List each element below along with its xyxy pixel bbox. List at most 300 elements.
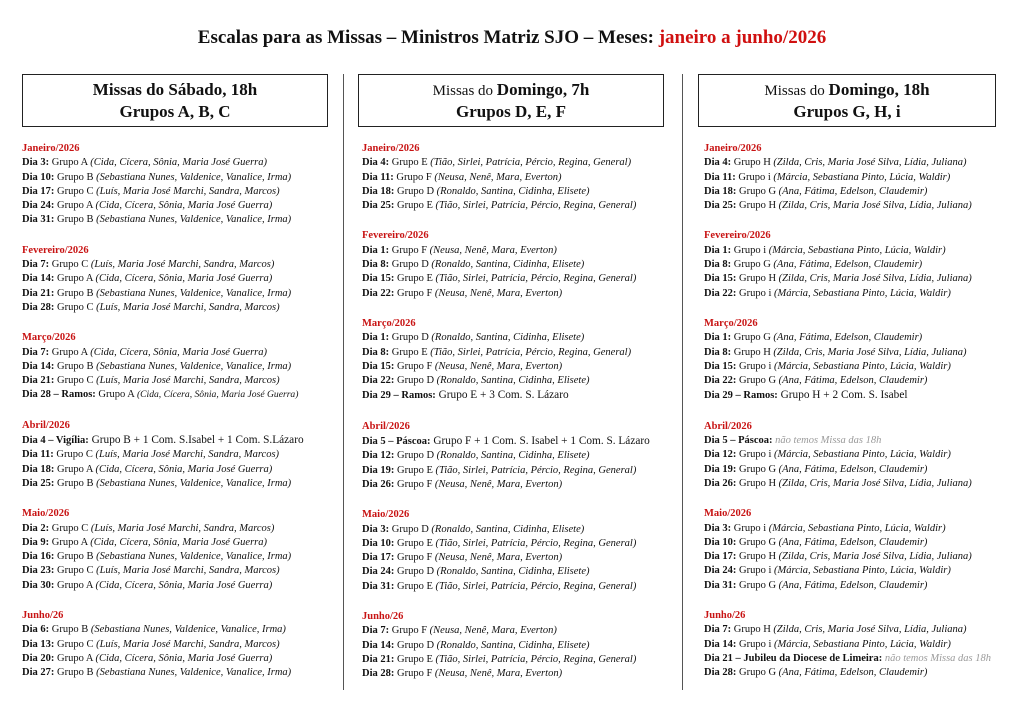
entry-members: (Ana, Fátima, Edelson, Claudemir) bbox=[773, 259, 923, 271]
schedule-entry bbox=[22, 199, 304, 213]
entry-day: Dia 22: bbox=[362, 375, 395, 387]
entry-group: Grupo F bbox=[389, 244, 430, 256]
schedule-entry bbox=[362, 171, 650, 185]
entry-group: Grupo B bbox=[54, 477, 97, 489]
schedule-entry bbox=[704, 388, 991, 403]
entry-group: Grupo C bbox=[54, 185, 97, 197]
entry-note: não temos Missa das 18h bbox=[884, 652, 991, 664]
schedule-entry bbox=[704, 666, 991, 680]
entry-group: Grupo i bbox=[736, 287, 774, 299]
title-prefix: Escalas para as Missas – Ministros Matriz SJO – Meses: bbox=[197, 27, 659, 48]
entry-group: Grupo B bbox=[54, 214, 97, 226]
schedule-entry bbox=[704, 522, 991, 536]
entry-members: (Ronaldo, Santina, Cidinha, Elisete) bbox=[431, 332, 585, 344]
entry-day: Dia 31: bbox=[362, 580, 395, 592]
entry-group: Grupo G bbox=[736, 536, 779, 548]
schedule-entry bbox=[22, 156, 304, 170]
entry-group: Grupo F bbox=[393, 171, 435, 183]
entry-group: Grupo C bbox=[49, 259, 91, 271]
column-header bbox=[698, 74, 996, 127]
schedule-entry bbox=[22, 623, 304, 637]
entry-day: Dia 9: bbox=[22, 536, 50, 548]
entry-group: Grupo A bbox=[49, 346, 91, 358]
month-gap bbox=[22, 593, 304, 609]
month-heading: Janeiro/2026 bbox=[362, 143, 420, 154]
entry-members: (Márcia, Sebastiana Pinto, Lúcia, Waldir) bbox=[774, 449, 951, 461]
entry-group: Grupo F bbox=[394, 668, 435, 680]
month-heading: Abril/2026 bbox=[362, 420, 410, 432]
entry-day: Dia 3: bbox=[362, 523, 390, 535]
entry-day: Dia 17: bbox=[362, 552, 395, 564]
entry-members: (Luís, Maria José Marchi, Sandra, Marcos) bbox=[96, 185, 280, 197]
entry-day: Dia 16: bbox=[22, 551, 55, 563]
entry-group: Grupo D bbox=[389, 332, 432, 344]
schedule-list bbox=[704, 142, 991, 681]
entry-day: Dia 8: bbox=[362, 346, 390, 358]
entry-day: Dia 4: bbox=[704, 157, 732, 169]
month-gap bbox=[362, 301, 650, 317]
entry-members: (Márcia, Sebastiana Pinto, Lúcia, Waldir) bbox=[768, 244, 946, 256]
entry-members: (Cida, Cícera, Sônia, Maria José Guerra) bbox=[95, 200, 273, 212]
entry-group: Grupo A bbox=[54, 463, 96, 475]
entry-day: Dia 5 – Páscoa: bbox=[704, 435, 773, 447]
entry-day: Dia 28 – Ramos: bbox=[22, 389, 96, 401]
header-line-1-b: Domingo, 7h bbox=[496, 80, 590, 99]
entry-day: Dia 1: bbox=[704, 332, 732, 344]
entry-members: (Cida, Cícera, Sônia, Maria José Guerra) bbox=[90, 346, 267, 358]
schedule-entry bbox=[362, 199, 650, 213]
entry-day: Dia 18: bbox=[362, 185, 395, 197]
entry-day: Dia 27: bbox=[22, 667, 55, 679]
entry-group: Grupo F bbox=[394, 360, 435, 372]
schedule-entry bbox=[362, 653, 650, 667]
header-line-1 bbox=[699, 79, 995, 102]
entry-day: Dia 15: bbox=[362, 360, 395, 372]
entry-group: Grupo C bbox=[49, 522, 91, 534]
entry-day: Dia 30: bbox=[22, 579, 55, 591]
entry-group: Grupo i bbox=[736, 360, 774, 372]
schedule-entry bbox=[22, 463, 304, 477]
month-heading: Junho/26 bbox=[704, 610, 746, 622]
entry-group: Grupo H bbox=[736, 477, 779, 489]
entry-day: Dia 24: bbox=[22, 200, 55, 212]
entry-day: Dia 31: bbox=[22, 214, 55, 226]
schedule-entry bbox=[704, 331, 991, 345]
entry-group: Grupo G bbox=[736, 185, 779, 197]
month-heading: Maio/2026 bbox=[362, 509, 410, 521]
entry-members: (Tião, Sirlei, Patrícia, Pércio, Regina, General) bbox=[435, 537, 637, 549]
schedule-entry bbox=[22, 346, 304, 360]
month-heading: Abril/2026 bbox=[704, 420, 752, 432]
schedule-entry bbox=[22, 258, 304, 272]
entry-day: Dia 20: bbox=[22, 652, 55, 664]
entry-group: Grupo D bbox=[394, 375, 437, 387]
entry-members: (Cida, Cícera, Sônia, Maria José Guerra) bbox=[95, 579, 273, 591]
entry-members: (Zilda, Cris, Maria José Silva, Lídia, Juliana) bbox=[773, 346, 967, 358]
entry-day: Dia 29 – Ramos: bbox=[704, 390, 778, 402]
entry-day: Dia 18: bbox=[704, 185, 737, 197]
schedule-entry bbox=[704, 463, 991, 477]
schedule-entry bbox=[704, 258, 991, 272]
entry-day: Dia 22: bbox=[362, 287, 395, 299]
entry-members: (Zilda, Cris, Maria José Silva, Lídia, Juliana) bbox=[778, 551, 972, 563]
entry-members: (Ronaldo, Santina, Cidinha, Elisete) bbox=[436, 450, 590, 462]
entry-group: Grupo A bbox=[54, 579, 96, 591]
entry-group: Grupo H bbox=[731, 624, 774, 636]
entry-group: Grupo i bbox=[736, 638, 774, 650]
header-line-1-b: Domingo, 18h bbox=[828, 80, 930, 99]
entry-members: (Luís, Maria José Marchi, Sandra, Marcos) bbox=[90, 259, 275, 271]
entry-day: Dia 21: bbox=[362, 653, 395, 665]
entry-members: (Luís, Maria José Marchi, Sandra, Marcos) bbox=[96, 301, 280, 313]
schedule-entry bbox=[704, 434, 991, 448]
entry-members: (Neusa, Nenê, Mara, Everton) bbox=[434, 552, 563, 564]
entry-group: Grupo B bbox=[54, 551, 97, 563]
month-gap bbox=[362, 492, 650, 508]
entry-members: (Zilda, Cris, Maria José Silva, Lídia, Juliana) bbox=[778, 273, 972, 285]
month-heading: Março/2026 bbox=[362, 317, 416, 329]
entry-members: (Ronaldo, Santina, Cidinha, Elisete) bbox=[436, 566, 590, 578]
entry-day: Dia 1: bbox=[362, 332, 390, 344]
entry-day: Dia 24: bbox=[362, 566, 395, 578]
month-heading: Março/2026 bbox=[22, 332, 76, 344]
schedule-entry bbox=[704, 171, 991, 185]
entry-group: Grupo F + 1 Com. S. Isabel + 1 Com. S. Lázaro bbox=[430, 435, 650, 448]
entry-members: (Zilda, Cris, Maria José Silva, Lídia, Juliana) bbox=[778, 200, 972, 212]
entry-group: Grupo E bbox=[394, 537, 436, 549]
entry-day: Dia 5 – Páscoa: bbox=[362, 436, 431, 448]
entry-group: Grupo i bbox=[735, 171, 774, 183]
schedule-entry bbox=[362, 464, 650, 478]
entry-members: (Ronaldo, Santina, Cidinha, Elisete) bbox=[431, 259, 585, 271]
schedule-entry bbox=[22, 272, 304, 286]
entry-day: Dia 3: bbox=[22, 157, 50, 169]
schedule-entry bbox=[704, 550, 991, 564]
schedule-entry bbox=[22, 301, 304, 315]
schedule-entry bbox=[362, 258, 650, 272]
entry-members: (Ronaldo, Santina, Cidinha, Elisete) bbox=[436, 185, 590, 197]
entry-members: (Sebastiana Nunes, Valdenice, Vanalice, Irma) bbox=[96, 667, 292, 679]
entry-members: (Neusa, Nenê, Mara, Everton) bbox=[434, 171, 562, 183]
entry-members: (Cida, Cícera, Sônia, Maria José Guerra) bbox=[95, 273, 273, 285]
entry-day: Dia 10: bbox=[22, 171, 55, 183]
entry-day: Dia 7: bbox=[22, 346, 50, 358]
entry-group: Grupo E bbox=[389, 346, 431, 358]
entry-day: Dia 31: bbox=[704, 579, 737, 591]
entry-group: Grupo C bbox=[54, 565, 97, 577]
schedule-entry bbox=[22, 638, 304, 652]
schedule-entry bbox=[22, 477, 304, 491]
entry-group: Grupo G bbox=[736, 667, 779, 679]
entry-group: Grupo A bbox=[49, 536, 91, 548]
schedule-entry bbox=[704, 477, 991, 491]
schedule-entry bbox=[22, 360, 304, 374]
entry-group: Grupo E bbox=[389, 157, 431, 169]
month-heading: Janeiro/2026 bbox=[704, 143, 762, 154]
entry-members: (Ana, Fátima, Edelson, Claudemir) bbox=[773, 332, 923, 344]
schedule-entry bbox=[704, 623, 991, 637]
entry-members: (Neusa, Nenê, Mara, Everton) bbox=[429, 244, 557, 256]
entry-day: Dia 28: bbox=[362, 668, 395, 680]
schedule-entry bbox=[704, 638, 991, 652]
month-gap bbox=[362, 404, 650, 420]
entry-members: (Neusa, Nenê, Mara, Everton) bbox=[434, 287, 563, 299]
entry-day: Dia 6: bbox=[22, 624, 50, 636]
month-heading: Junho/26 bbox=[362, 611, 404, 623]
entry-members: (Márcia, Sebastiana Pinto, Lúcia, Waldir) bbox=[774, 287, 951, 299]
entry-day: Dia 7: bbox=[22, 259, 50, 271]
entry-day: Dia 8: bbox=[362, 259, 390, 271]
schedule-entry bbox=[362, 523, 650, 537]
entry-day: Dia 26: bbox=[362, 478, 395, 490]
entry-day: Dia 10: bbox=[704, 536, 737, 548]
entry-members: (Ronaldo, Santina, Cidinha, Elisete) bbox=[431, 523, 585, 535]
entry-members: (Luís, Maria José Marchi, Sandra, Marcos) bbox=[90, 522, 275, 534]
entry-day: Dia 1: bbox=[362, 244, 390, 256]
entry-members: (Neusa, Nenê, Mara, Everton) bbox=[434, 360, 563, 372]
entry-group: Grupo E + 3 Com. S. Lázaro bbox=[435, 389, 569, 402]
month-gap bbox=[704, 301, 991, 317]
entry-day: Dia 4 – Vigília: bbox=[22, 435, 89, 447]
entry-group: Grupo E bbox=[394, 200, 436, 212]
entry-members: (Sebastiana Nunes, Valdenice, Vanalice, Irma) bbox=[96, 360, 292, 372]
entry-members: (Sebastiana Nunes, Valdenice, Vanalice, Irma) bbox=[96, 551, 292, 563]
entry-members: (Márcia, Sebastiana Pinto, Lúcia, Waldir) bbox=[768, 522, 946, 534]
entry-members: (Tião, Sirlei, Patrícia, Pércio, Regina, General) bbox=[435, 653, 637, 665]
entry-group: Grupo D bbox=[394, 185, 437, 197]
month-heading: Maio/2026 bbox=[22, 508, 70, 520]
entry-group: Grupo B bbox=[49, 624, 91, 636]
schedule-entry bbox=[362, 360, 650, 374]
entry-day: Dia 4: bbox=[362, 157, 390, 169]
entry-group: Grupo C bbox=[54, 638, 97, 650]
schedule-entry bbox=[704, 374, 991, 388]
schedule-entry bbox=[704, 156, 991, 170]
entry-members: (Cida, Cícera, Sônia, Maria José Guerra) bbox=[95, 463, 273, 475]
schedule-entry bbox=[362, 434, 650, 449]
entry-day: Dia 14: bbox=[22, 360, 55, 372]
entry-group: Grupo B bbox=[54, 287, 97, 299]
month-heading: Março/2026 bbox=[704, 317, 758, 329]
schedule-entry bbox=[22, 171, 304, 185]
entry-day: Dia 2: bbox=[22, 522, 50, 534]
entry-group: Grupo F bbox=[394, 552, 435, 564]
entry-members: (Ronaldo, Santina, Cidinha, Elisete) bbox=[436, 639, 590, 651]
entry-group: Grupo C bbox=[54, 301, 97, 313]
entry-group: Grupo H bbox=[736, 273, 779, 285]
entry-group: Grupo G bbox=[736, 375, 779, 387]
entry-day: Dia 21: bbox=[22, 287, 55, 299]
header-line-1 bbox=[23, 79, 327, 100]
entry-members: (Márcia, Sebastiana Pinto, Lúcia, Waldir) bbox=[774, 360, 951, 372]
schedule-entry bbox=[22, 536, 304, 550]
entry-day: Dia 14: bbox=[22, 273, 55, 285]
schedule-entry bbox=[362, 478, 650, 492]
entry-members: (Cida, Cícera, Sônia, Maria José Guerra) bbox=[90, 536, 267, 548]
entry-group: Grupo H bbox=[736, 551, 779, 563]
entry-day: Dia 8: bbox=[704, 346, 732, 358]
schedule-entry bbox=[362, 374, 650, 388]
month-gap bbox=[22, 315, 304, 331]
entry-group: Grupo C bbox=[54, 375, 97, 387]
month-gap bbox=[362, 594, 650, 610]
entry-members: (Tião, Sirlei, Patrícia, Pércio, Regina, General) bbox=[430, 157, 632, 169]
entry-day: Dia 22: bbox=[704, 287, 737, 299]
column-divider-1 bbox=[343, 74, 344, 690]
entry-group: Grupo D bbox=[394, 639, 437, 651]
entry-group: Grupo G bbox=[731, 259, 774, 271]
entry-day: Dia 7: bbox=[362, 625, 390, 637]
month-heading: Junho/26 bbox=[22, 610, 64, 622]
month-heading: Abril/2026 bbox=[22, 419, 70, 431]
entry-group: Grupo D bbox=[394, 566, 437, 578]
schedule-entry bbox=[704, 244, 991, 258]
entry-group: Grupo A bbox=[95, 389, 137, 401]
month-heading: Janeiro/2026 bbox=[22, 143, 80, 154]
entry-group: Grupo D bbox=[389, 259, 432, 271]
schedule-entry bbox=[362, 667, 650, 681]
entry-members: (Tião, Sirlei, Patrícia, Pércio, Regina, General) bbox=[435, 464, 637, 476]
schedule-entry bbox=[22, 433, 304, 448]
entry-group: Grupo E bbox=[394, 464, 436, 476]
entry-day: Dia 19: bbox=[362, 464, 395, 476]
schedule-entry bbox=[704, 185, 991, 199]
entry-group: Grupo H bbox=[736, 200, 779, 212]
entry-group: Grupo H + 2 Com. S. Isabel bbox=[777, 389, 908, 402]
entry-day: Dia 14: bbox=[704, 638, 737, 650]
entry-group: Grupo E bbox=[394, 653, 436, 665]
entry-members: (Tião, Sirlei, Patrícia, Pércio, Regina, General) bbox=[435, 580, 637, 592]
entry-members: (Luís, Maria José Marchi, Sandra, Marcos) bbox=[96, 375, 280, 387]
entry-day: Dia 22: bbox=[704, 375, 737, 387]
schedule-entry bbox=[362, 449, 650, 463]
entry-day: Dia 21: bbox=[22, 375, 55, 387]
schedule-entry bbox=[362, 185, 650, 199]
entry-members: (Luís, Maria José Marchi, Sandra, Marcos) bbox=[95, 449, 280, 461]
entry-members: (Zilda, Cris, Maria José Silva, Lídia, Juliana) bbox=[773, 157, 967, 169]
entry-day: Dia 15: bbox=[704, 360, 737, 372]
entry-day: Dia 19: bbox=[704, 463, 737, 475]
title-highlight: janeiro a junho/2026 bbox=[658, 27, 827, 48]
entry-group: Grupo G bbox=[736, 463, 779, 475]
entry-day: Dia 18: bbox=[22, 463, 55, 475]
entry-day: Dia 17: bbox=[704, 551, 737, 563]
entry-day: Dia 1: bbox=[704, 244, 732, 256]
entry-group: Grupo i bbox=[736, 449, 774, 461]
entry-members: (Ana, Fátima, Edelson, Claudemir) bbox=[778, 667, 928, 679]
entry-day: Dia 25: bbox=[704, 200, 737, 212]
month-gap bbox=[704, 213, 991, 229]
entry-members: (Luís, Maria José Marchi, Sandra, Marcos) bbox=[96, 638, 280, 650]
schedule-entry bbox=[704, 199, 991, 213]
entry-group: Grupo B bbox=[54, 360, 97, 372]
schedule-entry bbox=[22, 388, 304, 402]
entry-day: Dia 26: bbox=[704, 477, 737, 489]
entry-members: (Neusa, Nenê, Mara, Everton) bbox=[429, 625, 557, 637]
entry-group: Grupo D bbox=[389, 523, 432, 535]
header-line-2: Grupos A, B, C bbox=[119, 102, 231, 121]
schedule-entry bbox=[22, 522, 304, 536]
schedule-list bbox=[362, 142, 650, 682]
entry-group: Grupo A bbox=[54, 273, 96, 285]
entry-day: Dia 25: bbox=[362, 200, 395, 212]
entry-members: (Tião, Sirlei, Patrícia, Pércio, Regina, General) bbox=[435, 273, 637, 285]
header-line-1 bbox=[359, 79, 663, 102]
entry-members: (Ana, Fátima, Edelson, Claudemir) bbox=[778, 185, 928, 197]
entry-day: Dia 13: bbox=[22, 638, 55, 650]
entry-day: Dia 23: bbox=[22, 565, 55, 577]
month-gap bbox=[704, 404, 991, 420]
entry-group: Grupo F bbox=[389, 625, 430, 637]
entry-group: Grupo G bbox=[736, 579, 779, 591]
schedule-entry bbox=[362, 639, 650, 653]
entry-members: (Cida, Cícera, Sônia, Maria José Guerra) bbox=[136, 389, 299, 401]
entry-group: Grupo G bbox=[731, 332, 774, 344]
entry-members: (Sebastiana Nunes, Valdenice, Vanalice, Irma) bbox=[96, 477, 292, 489]
month-gap bbox=[22, 403, 304, 419]
column-divider-2 bbox=[682, 74, 683, 690]
schedule-entry bbox=[22, 287, 304, 301]
entry-group: Grupo H bbox=[731, 346, 774, 358]
entry-day: Dia 17: bbox=[22, 185, 55, 197]
schedule-entry bbox=[22, 185, 304, 199]
entry-day: Dia 3: bbox=[704, 522, 732, 534]
entry-members: (Márcia, Sebastiana Pinto, Lúcia, Waldir) bbox=[774, 565, 951, 577]
entry-members: (Tião, Sirlei, Patrícia, Pércio, Regina, General) bbox=[435, 200, 637, 212]
month-gap bbox=[704, 593, 991, 609]
entry-day: Dia 28: bbox=[704, 667, 737, 679]
entry-members: (Zilda, Cris, Maria José Silva, Lídia, Juliana) bbox=[778, 477, 972, 489]
schedule-entry bbox=[704, 652, 991, 666]
entry-group: Grupo A bbox=[54, 652, 96, 664]
month-heading: Fevereiro/2026 bbox=[704, 230, 771, 242]
schedule-entry bbox=[704, 448, 991, 462]
entry-group: Grupo i bbox=[731, 244, 769, 256]
header-line-1-a: Missas do bbox=[764, 83, 829, 99]
entry-day: Dia 7: bbox=[704, 624, 732, 636]
schedule-entry bbox=[22, 564, 304, 578]
schedule-entry bbox=[22, 652, 304, 666]
entry-day: Dia 15: bbox=[362, 273, 395, 285]
schedule-entry bbox=[362, 624, 650, 638]
entry-members: (Tião, Sirlei, Patrícia, Pércio, Regina, General) bbox=[430, 346, 632, 358]
entry-day: Dia 24: bbox=[704, 565, 737, 577]
entry-group: Grupo E bbox=[394, 273, 436, 285]
header-line-2: Grupos D, E, F bbox=[455, 102, 567, 121]
page-title bbox=[0, 26, 1024, 50]
schedule-entry bbox=[704, 564, 991, 578]
entry-group: Grupo B + 1 Com. S.Isabel + 1 Com. S.Lázaro bbox=[88, 434, 304, 447]
schedule-entry bbox=[704, 272, 991, 286]
entry-members: (Ana, Fátima, Edelson, Claudemir) bbox=[778, 536, 928, 548]
entry-members: (Cida, Cícera, Sônia, Maria José Guerra) bbox=[95, 652, 273, 664]
schedule-entry bbox=[22, 213, 304, 227]
entry-group: Grupo F bbox=[394, 287, 435, 299]
entry-group: Grupo B bbox=[54, 667, 97, 679]
schedule-entry bbox=[362, 244, 650, 258]
schedule-entry bbox=[22, 550, 304, 564]
entry-day: Dia 12: bbox=[704, 449, 737, 461]
entry-day: Dia 11: bbox=[22, 449, 54, 461]
entry-members: (Márcia, Sebastiana Pinto, Lúcia, Waldir) bbox=[774, 638, 951, 650]
schedule-entry bbox=[362, 565, 650, 579]
entry-day: Dia 21 – Jubileu da Diocese de Limeira: bbox=[704, 652, 883, 664]
entry-group: Grupo A bbox=[49, 157, 91, 169]
header-line-1-a: Missas do bbox=[432, 83, 497, 99]
column-header bbox=[22, 74, 328, 127]
entry-members: (Luís, Maria José Marchi, Sandra, Marcos) bbox=[96, 565, 280, 577]
header-line-1-a: Missas do Sábado, 18h bbox=[92, 80, 258, 99]
